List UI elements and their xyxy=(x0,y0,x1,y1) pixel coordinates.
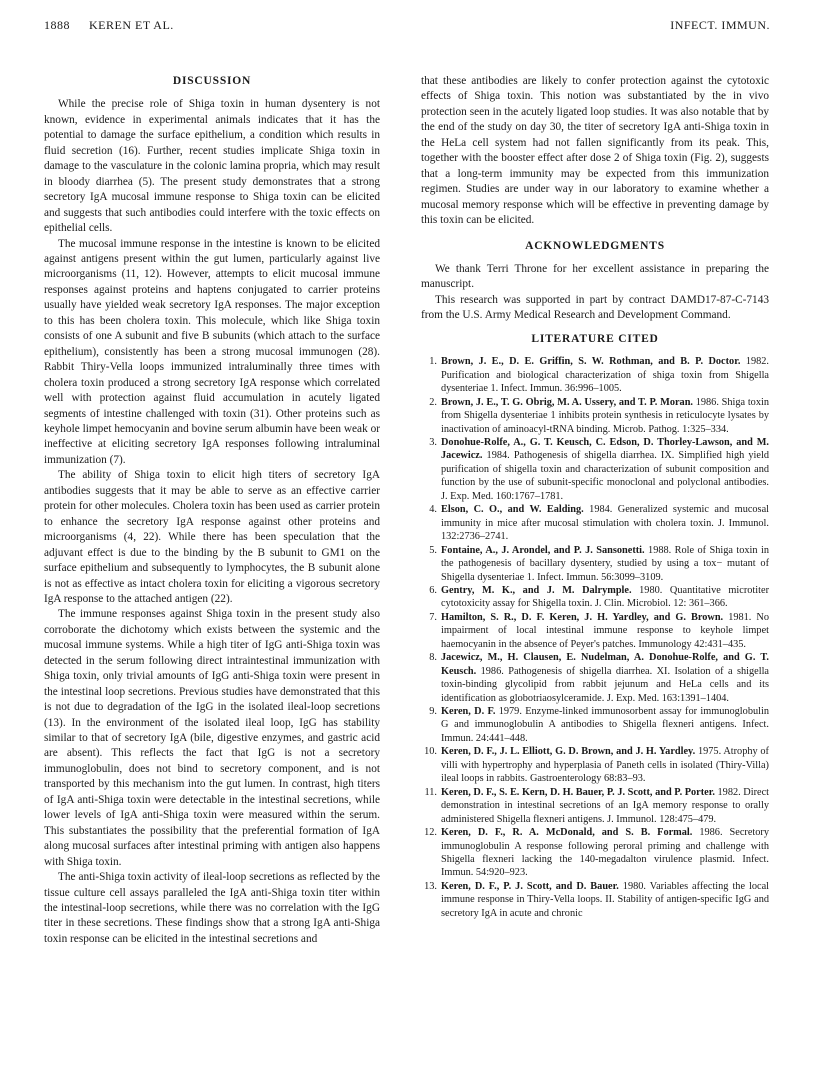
reference-number: 11. xyxy=(424,786,437,798)
reference-authors: Gentry, M. K., and J. M. Dalrymple. xyxy=(441,584,632,596)
reference-item xyxy=(421,503,769,543)
reference-number: 7. xyxy=(429,611,437,623)
reference-number: 10. xyxy=(424,746,437,758)
reference-text: 1986. Secretory immunoglobulin A response following peroral priming and challenge with Shigella flexneri lacking the 140-megadalton virulence plasmid. Infect. Immun. 54:920–923. xyxy=(441,827,769,879)
discussion-paragraph: The immune responses against Shiga toxin in the present study also corroborate the dichotomy which exists between the systemic and the mucosal immune systems. While a high titer of IgG anti-Shiga toxin was detected in the serum following direct intraintestinal immunization with Shiga toxin, only trivial amounts of IgG anti-Shiga toxin were present in the intestinal loop secretions. Previous studies have demonstrated that this is not due to degradation of the IgG in the isolated ileal-loop secretions (13). In the environment of the isolated ileal loop, IgG has stability similar to that of secretory IgA (bile, digestive enzymes, and gastric acid are absent). This reflects the fact that IgG is not a secretory immunoglobulin, does not bind to secretory component, and is not transported by this mechanism into the gut lumen. In contrast, high titers of IgA anti-Shiga toxin were detectable in the intestinal secretions, while lower levels of IgA anti-Shiga toxin were measured within the serum. This substantiates the possibility that the preferential formation of IgA along mucosal surfaces after intestinal priming with antigen also happens with Shiga toxin. xyxy=(44,608,380,868)
discussion-paragraph: The ability of Shiga toxin to elicit high titers of secretory IgA antibodies suggests that it may be able to serve as an effective carrier protein for other molecules. Cholera toxin has been used as carrier protein to enhance the secretory IgA response against other proteins and microorganisms (4, 22). While there has been speculation that the adjuvant effect is due to the binding by the B subunit to GM1 on the surface epithelium and subsequently to lymphocytes, the B subunit alone is not as effective as intact cholera toxin for eliciting a vigorous secretory IgA response to the attached antigen (22). xyxy=(44,469,380,605)
reference-number: 3. xyxy=(429,436,437,448)
reference-authors: Hamilton, S. R., D. F. Keren, J. H. Yardley, and G. Brown. xyxy=(441,611,724,623)
reference-authors: Keren, D. F., R. A. McDonald, and S. B. Formal. xyxy=(441,827,693,839)
reference-item xyxy=(421,786,769,826)
discussion-continuation: that these antibodies are likely to confer protection against the cytotoxic effects of Shiga toxin. This notion was substantiated by the in vivo protection seen in the acutely ligated loop studies. It was also notable that by the end of the study on day 30, the titer of secretory IgA anti-Shiga toxin in the HeLa cell system had not fallen significantly from its peak. This, together with the booster effect after dose 2 of Shiga toxin (Fig. 2), suggests that a long-term immunity may be expected from this immunization regimen. Studies are under way in our laboratory to examine whether a mucosal memory response which will be effective in preventing damage by this toxin can be elicited. xyxy=(421,75,769,227)
reference-item xyxy=(421,355,769,395)
reference-authors: Brown, J. E., T. G. Obrig, M. A. Ussery, and T. P. Moran. xyxy=(441,396,693,408)
reference-authors: Keren, D. F., S. E. Kern, D. H. Bauer, P. J. Scott, and P. Porter. xyxy=(441,786,715,798)
reference-item xyxy=(421,826,769,880)
reference-authors: Elson, C. O., and W. Ealding. xyxy=(441,504,584,516)
reference-authors: Keren, D. F., P. J. Scott, and D. Bauer. xyxy=(441,880,619,892)
reference-text: 1975. Atrophy of villi with hypertrophy and hyperplasia of Paneth cells in isolated (Thiry-Villa) ileal loops in rabbits. Gastroenterology 68:83–93. xyxy=(441,746,769,785)
discussion-paragraph: The mucosal immune response in the intestine is known to be elicited against antigens present within the gut lumen, particularly against live microorganisms (11, 12). However, attempts to elicit mucosal immune responses against proteins and haptens conjugated to carrier proteins usually have yielded weak secretory IgA responses. The major exception to this has been cholera toxin. This molecule, which like Shiga toxin consists of one A subunit and five B subunits (which attach to the surface epithelium), consistently has been a strong mucosal immunogen (28). Rabbit Thiry-Vella loops immunized intraluminally three times with cholera toxin produced a strong secretory IgA response which correlated well with protection against fluid accumulation in acutely ligated segments of intestine challenged with toxin (31). Other proteins such as keyhole limpet hemocyanin and bovine serum albumin have been weak or ineffective at eliciting secretory IgA responses following intraluminal immunization (7). xyxy=(44,237,380,466)
reference-authors: Fontaine, A., J. Arondel, and P. J. Sansonetti. xyxy=(441,544,645,556)
reference-number: 2. xyxy=(429,396,437,408)
reference-number: 5. xyxy=(429,544,437,556)
reference-authors: Keren, D. F. xyxy=(441,706,496,718)
reference-item xyxy=(421,584,769,611)
reference-item xyxy=(421,880,769,920)
reference-item xyxy=(421,651,769,705)
reference-number: 6. xyxy=(429,584,437,596)
reference-item xyxy=(421,705,769,745)
reference-text: 1979. Enzyme-linked immunosorbent assay for immunoglobulin G and immunoglobulin A antibodies to Shigella flexneri antigens. Infect. Immun. 24:441–448. xyxy=(441,706,769,744)
reference-text: 1986. Pathogenesis of shigella diarrhea. XI. Isolation of a shigella toxin-binding glycolipid from rabbit jejunum and HeLa cells and its identification as globotriaosylceramide. J. Exp. Med. 163:1391–1404. xyxy=(441,665,769,704)
journal-abbrev: INFECT. IMMUN. xyxy=(670,18,770,32)
reference-item xyxy=(421,436,769,503)
reference-text: 1980. Variables affecting the local immune response in Thiry-Vella loops. II. Stability of antigen-specific IgG and secretory IgA in acute and chronic xyxy=(441,880,770,919)
discussion-paragraph: The anti-Shiga toxin activity of ileal-loop secretions as reflected by the tissue culture cell assays paralleled the IgA anti-Shiga toxin titer within the intestinal-loop secretions, while there was no correlation with the IgG titer in these secretions. These findings show that a strong IgA anti-Shiga toxin response can be elicited in the intestinal secretions and xyxy=(44,871,380,945)
reference-item xyxy=(421,611,769,651)
reference-text: 1981. No impairment of local intestinal immune response to keyhole limpet haemocyanin in the absence of Peyer's patches. Immunology 42:431–435. xyxy=(441,611,769,650)
reference-number: 8. xyxy=(429,652,437,664)
reference-text: 1984. Generalized systemic and mucosal immunity in mice after mucosal stimulation with cholera toxin. J. Immunol. 132:2736–2741. xyxy=(441,504,769,543)
reference-list xyxy=(421,355,769,920)
running-authors: KEREN ET AL. xyxy=(89,18,174,32)
discussion-paragraph: While the precise role of Shiga toxin in human dysentery is not known, evidence in experimental animals indicates that it has the potential to damage the surface epithelium, a condition which results in fluid secretion (16). Further, recent studies implicate Shiga toxin in damage to the vasculature in the colonic lamina propria, which may result in bloody diarrhea (5). The present study demonstrates that a strong secretory IgA mucosal immune response to Shiga toxin can be elicited and suggests that such antibodies could interfere with the toxic effects on epithelial cells. xyxy=(44,98,380,235)
reference-authors: Brown, J. E., D. E. Griffin, S. W. Rothman, and B. P. Doctor. xyxy=(441,356,741,368)
reference-text: 1984. Pathogenesis of shigella diarrhea. IX. Simplified high yield purification of shigella toxin and characterization of subunit composition and function by the use of subunit-specific monoclonal and polyclonal antibodies. J. Exp. Med. 160:1767–1781. xyxy=(441,450,769,502)
reference-text: 1988. Role of Shiga toxin in the pathogenesis of bacillary dysentery, studied by using a tox− mutant of Shigella dysenteriae 1. Infect. Immun. 56:3099–3109. xyxy=(441,544,769,583)
reference-text: 1980. Quantitative microtiter cytotoxicity assay for Shigella toxin. J. Clin. Microbiol. 12: 361–366. xyxy=(441,584,770,610)
page-number: 1888 xyxy=(44,18,70,32)
right-column xyxy=(421,74,769,920)
reference-number: 12. xyxy=(424,827,437,839)
reference-text: 1982. Direct demonstration in intestinal secretions of an IgA memory response to orally administered Shigella flexneri antigens. J. Immunol. 128:475–479. xyxy=(441,786,770,825)
reference-number: 4. xyxy=(429,504,437,516)
reference-number: 13. xyxy=(424,880,437,892)
reference-authors: Donohue-Rolfe, A., G. T. Keusch, C. Edson, D. Thorley-Lawson, and M. Jacewicz. xyxy=(441,436,769,462)
left-column xyxy=(44,74,380,947)
reference-item xyxy=(421,745,769,785)
reference-item xyxy=(421,544,769,584)
reference-number: 1. xyxy=(429,356,437,368)
reference-authors: Keren, D. F., J. L. Elliott, G. D. Brown, and J. H. Yardley. xyxy=(441,746,696,758)
acknowledgments-paragraph: We thank Terri Throne for her excellent assistance in preparing the manuscript. xyxy=(421,262,769,291)
reference-item xyxy=(421,396,769,436)
reference-number: 9. xyxy=(429,706,437,718)
acknowledgments-heading: ACKNOWLEDGMENTS xyxy=(525,239,665,252)
literature-heading: LITERATURE CITED xyxy=(531,332,659,345)
discussion-heading: DISCUSSION xyxy=(172,75,252,87)
reference-text: 1986. Shiga toxin from Shigella dysenteriae 1 inhibits protein synthesis in reticulocyte lysates by inactivation of aminoacyl-tRNA binding. Microb. Pathog. 1:325–334. xyxy=(441,396,769,435)
acknowledgments-paragraph: This research was supported in part by contract DAMD17-87-C-7143 from the U.S. Army Medical Research and Development Command. xyxy=(421,293,769,322)
reference-authors: Jacewicz, M., H. Clausen, E. Nudelman, A. Donohue-Rolfe, and G. T. Keusch. xyxy=(441,652,769,677)
reference-text: 1982. Purification and biological characterization of shiga toxin from Shigella dysenteriae 1. Infect. Immun. 36:996–1005. xyxy=(441,356,769,395)
